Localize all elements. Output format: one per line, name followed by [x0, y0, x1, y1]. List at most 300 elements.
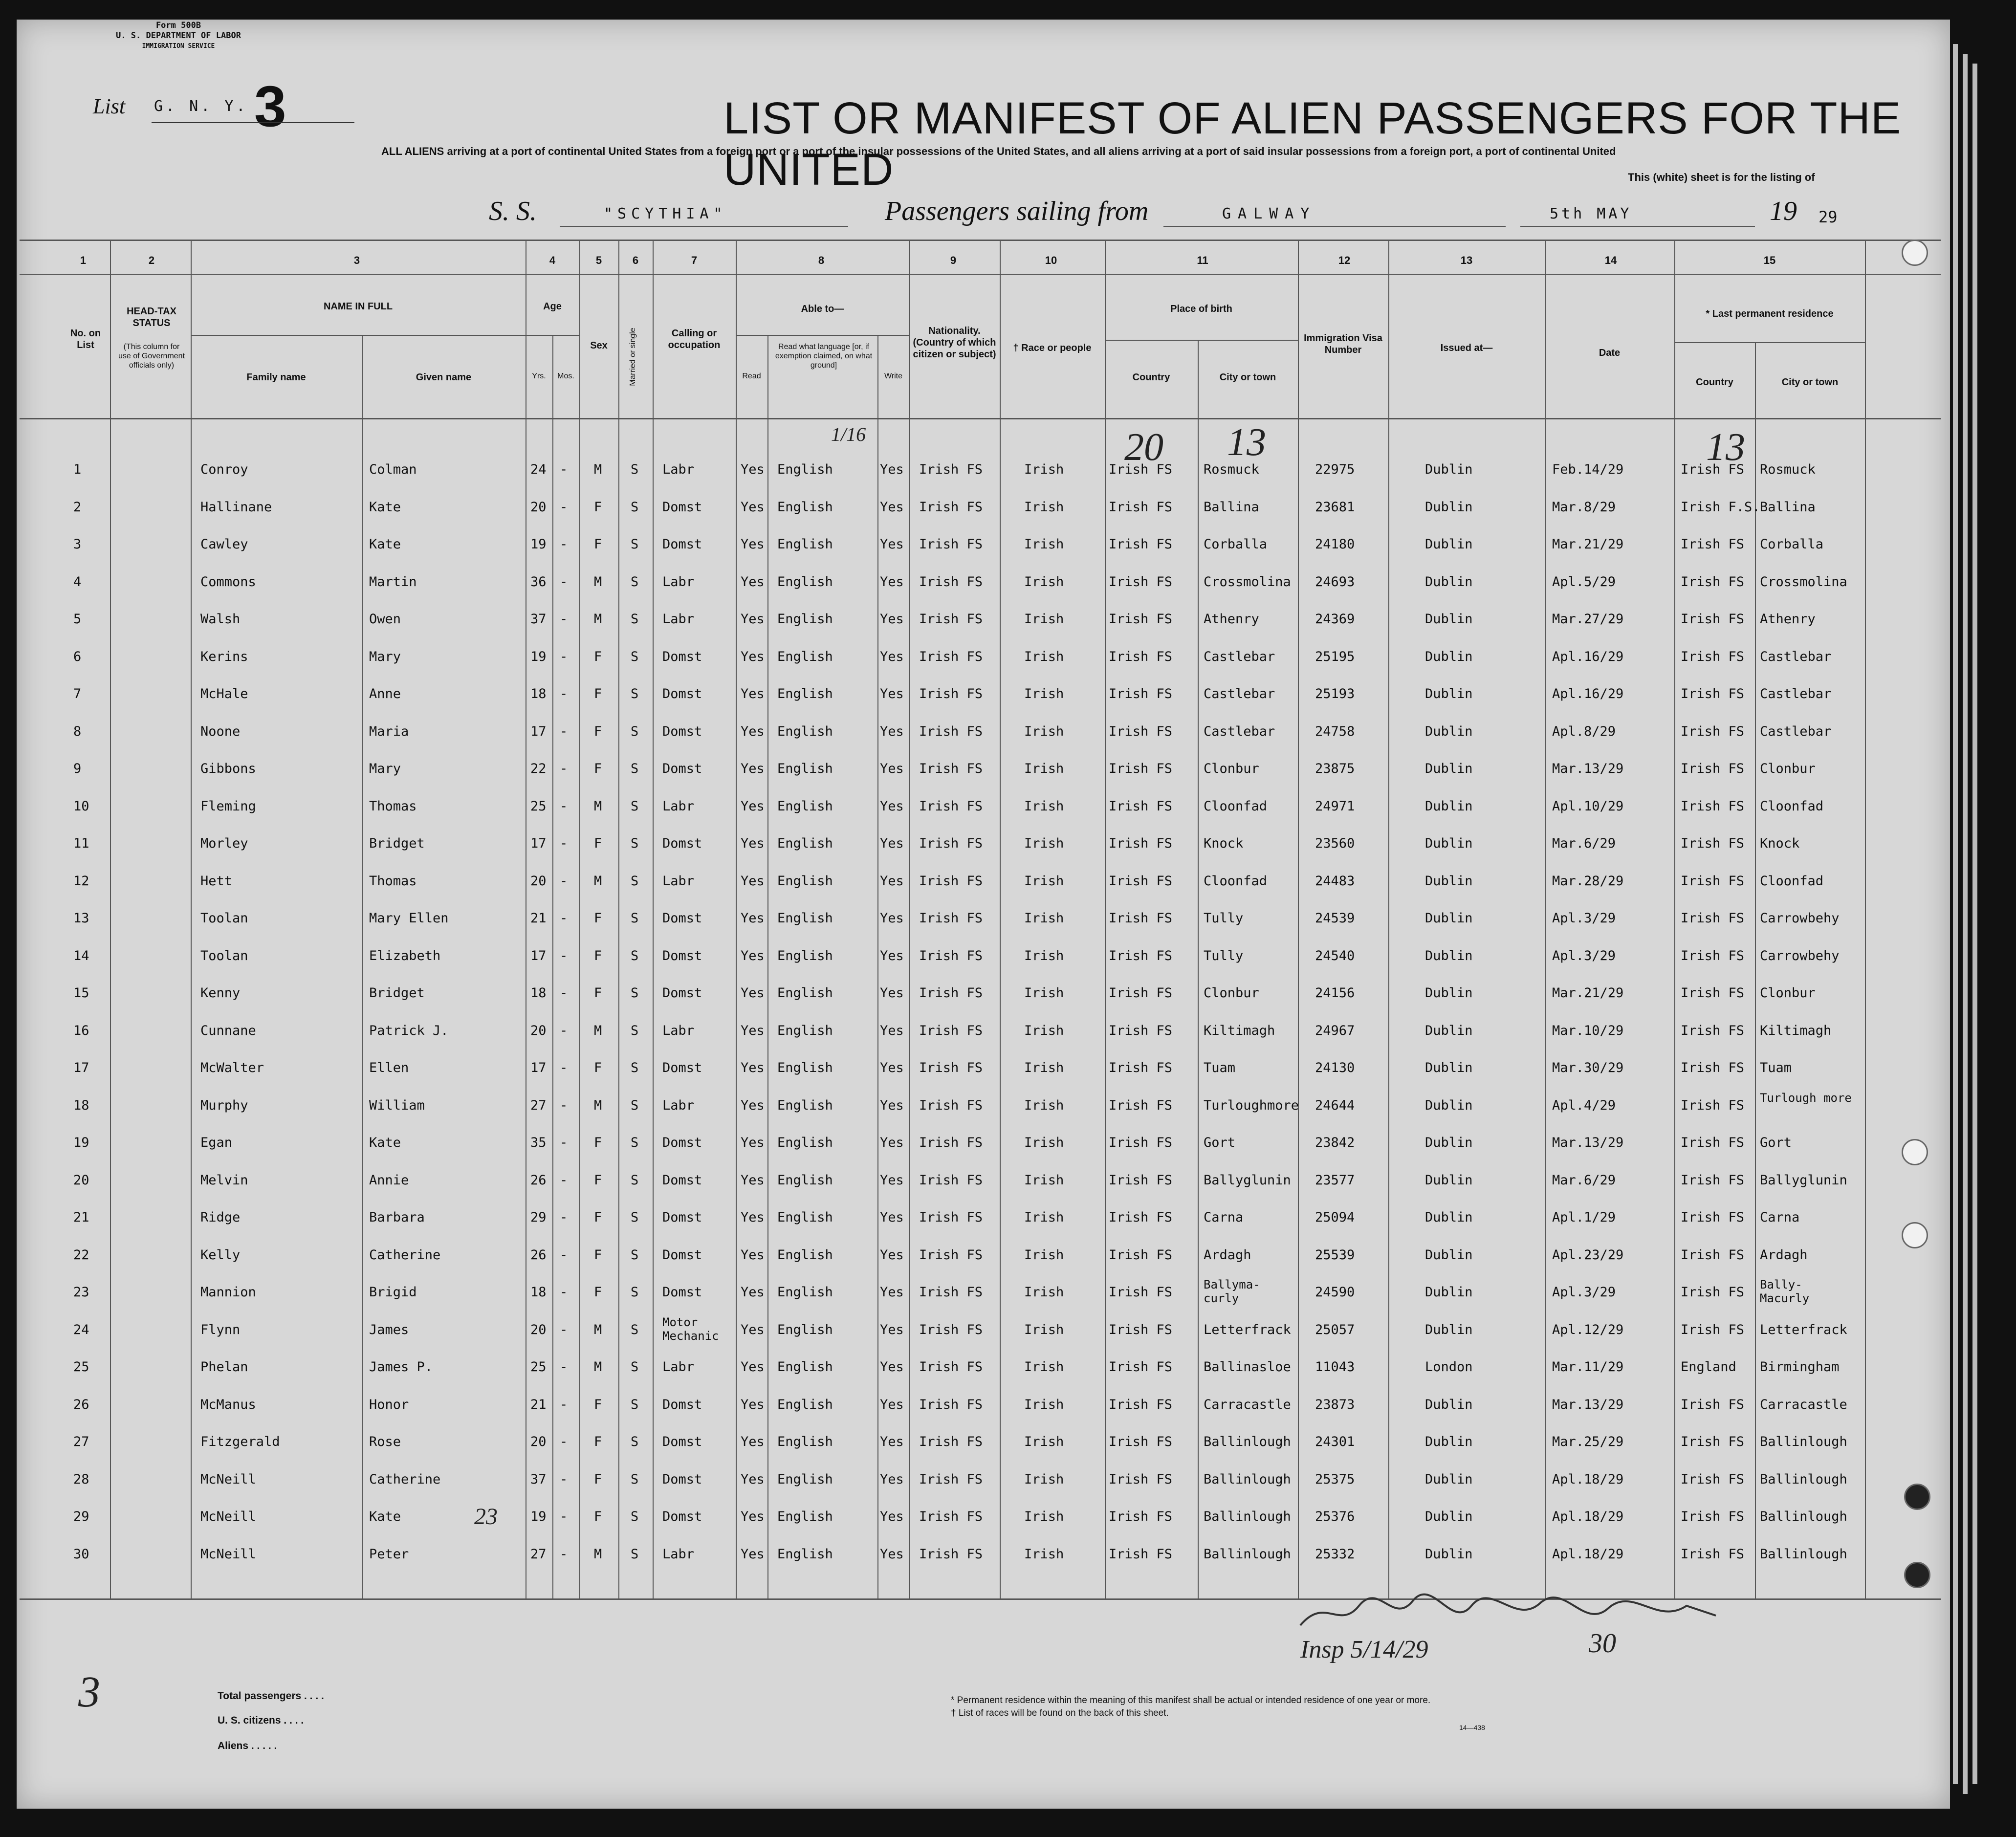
- passenger-family: Murphy: [200, 1098, 248, 1113]
- column-number: 14: [1604, 254, 1617, 266]
- passenger-rcity: Crossmolina: [1760, 574, 1847, 590]
- passenger-rcity: Athenry: [1760, 612, 1816, 627]
- passenger-bcity: Cloonfad: [1204, 799, 1268, 814]
- port-underline: [1163, 226, 1506, 227]
- passenger-bcity: Corballa: [1204, 537, 1268, 552]
- passenger-visa: 23577: [1315, 1173, 1355, 1188]
- passenger-nat: Irish FS: [919, 1098, 983, 1113]
- passenger-read: Yes: [741, 1434, 765, 1449]
- passenger-yrs: 17: [530, 1060, 547, 1075]
- column-divider: [1388, 240, 1389, 1598]
- passenger-rcountry: Irish FS: [1681, 537, 1745, 552]
- handwritten-corner-note: 3: [78, 1668, 100, 1716]
- passenger-sex: F: [594, 649, 602, 664]
- passenger-mos: -: [560, 500, 568, 515]
- passenger-race: Irish: [1024, 1547, 1064, 1562]
- us-citizens-label: U. S. citizens . . . .: [218, 1715, 304, 1726]
- passenger-bcountry: Irish FS: [1109, 1434, 1173, 1449]
- footnote-residence: * Permanent residence within the meaning of this manifest shall be actual or intended residence of one year or more.: [951, 1695, 1431, 1706]
- residence-subheader-rule: [1674, 342, 1865, 343]
- punch-hole: [1904, 1562, 1930, 1588]
- passenger-lang: English: [777, 836, 833, 851]
- passenger-no: 21: [73, 1210, 89, 1225]
- column-number: 9: [950, 254, 957, 266]
- passenger-lang: English: [777, 1359, 833, 1375]
- passenger-visa: 23842: [1315, 1135, 1355, 1150]
- passenger-ms: S: [631, 1359, 639, 1375]
- passenger-rcity: Knock: [1760, 836, 1800, 851]
- passenger-ms: S: [631, 1135, 639, 1150]
- passenger-yrs: 20: [530, 1434, 547, 1449]
- passenger-read: Yes: [741, 574, 765, 590]
- passenger-race: Irish: [1024, 1509, 1064, 1524]
- passenger-issued: Dublin: [1425, 1023, 1473, 1038]
- passenger-nat: Irish FS: [919, 911, 983, 926]
- passenger-visa: 24301: [1315, 1434, 1355, 1449]
- table-top-rule: [20, 240, 1941, 241]
- header-residence-city: City or town: [1781, 377, 1839, 388]
- passenger-family: McNeill: [200, 1509, 256, 1524]
- passenger-mos: -: [560, 761, 568, 776]
- passenger-given: Kate: [369, 500, 401, 515]
- passenger-lang: English: [777, 1285, 833, 1300]
- passenger-issued: Dublin: [1425, 574, 1473, 590]
- passenger-date: Mar.8/29: [1552, 500, 1616, 515]
- passenger-rcity: Bally- Macurly: [1760, 1278, 1810, 1305]
- passenger-sex: M: [594, 462, 602, 477]
- passenger-write: Yes: [880, 985, 904, 1001]
- passenger-race: Irish: [1024, 1210, 1064, 1225]
- passenger-bcountry: Irish FS: [1109, 836, 1173, 851]
- header-race: † Race or people: [1013, 343, 1092, 353]
- passenger-yrs: 18: [530, 686, 547, 701]
- name-subheader-rule: [191, 335, 526, 336]
- form-identifier: Form 500B U. S. DEPARTMENT OF LABOR IMMIGRATION SERVICE: [116, 21, 241, 50]
- passenger-date: Mar.27/29: [1552, 612, 1624, 627]
- passenger-lang: English: [777, 574, 833, 590]
- passenger-ms: S: [631, 1060, 639, 1075]
- passenger-visa: 25094: [1315, 1210, 1355, 1225]
- header-able-to: Able to—: [801, 304, 844, 314]
- manifest-title: LIST OR MANIFEST OF ALIEN PASSENGERS FOR THE UNITED: [723, 93, 1902, 195]
- passenger-ms: S: [631, 1210, 639, 1225]
- passenger-read: Yes: [741, 799, 765, 814]
- passenger-nat: Irish FS: [919, 1322, 983, 1337]
- passenger-no: 10: [73, 799, 89, 814]
- passenger-given: Barbara: [369, 1210, 425, 1225]
- passenger-no: 2: [73, 500, 82, 515]
- passenger-ms: S: [631, 1397, 639, 1412]
- passenger-no: 3: [73, 537, 82, 552]
- passenger-yrs: 22: [530, 761, 547, 776]
- passenger-given: Bridget: [369, 836, 425, 851]
- passenger-issued: Dublin: [1425, 799, 1473, 814]
- passenger-mos: -: [560, 1359, 568, 1375]
- passenger-visa: 24156: [1315, 985, 1355, 1001]
- passenger-race: Irish: [1024, 1472, 1064, 1487]
- passenger-read: Yes: [741, 1135, 765, 1150]
- passenger-rcountry: Irish FS: [1681, 686, 1745, 701]
- passenger-read: Yes: [741, 911, 765, 926]
- passenger-mos: -: [560, 1397, 568, 1412]
- passenger-race: Irish: [1024, 1359, 1064, 1375]
- passenger-nat: Irish FS: [919, 761, 983, 776]
- passenger-yrs: 20: [530, 874, 547, 889]
- passenger-given: Martin: [369, 574, 417, 590]
- passenger-rcountry: Irish FS: [1681, 911, 1745, 926]
- handwritten-count: 13: [1706, 426, 1745, 469]
- passenger-write: Yes: [880, 1173, 904, 1188]
- passenger-rcity: Rosmuck: [1760, 462, 1816, 477]
- passenger-write: Yes: [880, 1434, 904, 1449]
- ship-label: S. S.: [489, 196, 537, 226]
- passenger-race: Irish: [1024, 911, 1064, 926]
- passenger-ms: S: [631, 500, 639, 515]
- passenger-lang: English: [777, 1434, 833, 1449]
- column-number: 11: [1197, 254, 1208, 266]
- passenger-read: Yes: [741, 1397, 765, 1412]
- passenger-no: 13: [73, 911, 89, 926]
- passenger-rcity: Ballinlough: [1760, 1547, 1847, 1562]
- passenger-family: Phelan: [200, 1359, 248, 1375]
- header-no-on-list: No. on List: [70, 328, 101, 350]
- form-code: 14—438: [1459, 1724, 1485, 1731]
- passenger-lang: English: [777, 911, 833, 926]
- passenger-nat: Irish FS: [919, 1023, 983, 1038]
- passenger-no: 11: [73, 836, 89, 851]
- passenger-read: Yes: [741, 686, 765, 701]
- passenger-occ: Labr: [662, 612, 695, 627]
- passenger-lang: English: [777, 1322, 833, 1337]
- passenger-bcountry: Irish FS: [1109, 1210, 1173, 1225]
- passenger-rcity: Ballinlough: [1760, 1472, 1847, 1487]
- passenger-date: Apl.18/29: [1552, 1547, 1624, 1562]
- passenger-ms: S: [631, 537, 639, 552]
- passenger-occ: Labr: [662, 1023, 695, 1038]
- passenger-no: 5: [73, 612, 82, 627]
- passenger-nat: Irish FS: [919, 985, 983, 1001]
- passenger-mos: -: [560, 1023, 568, 1038]
- passenger-ms: S: [631, 649, 639, 664]
- passenger-given: Catherine: [369, 1247, 441, 1263]
- aliens-label: Aliens . . . . .: [218, 1740, 277, 1751]
- passenger-date: Apl.3/29: [1552, 948, 1616, 963]
- passenger-issued: Dublin: [1425, 1285, 1473, 1300]
- passenger-nat: Irish FS: [919, 1247, 983, 1263]
- passenger-race: Irish: [1024, 1285, 1064, 1300]
- passenger-lang: English: [777, 1210, 833, 1225]
- passenger-race: Irish: [1024, 761, 1064, 776]
- passenger-issued: Dublin: [1425, 761, 1473, 776]
- passenger-visa: 24758: [1315, 724, 1355, 739]
- passenger-yrs: 37: [530, 612, 547, 627]
- passenger-race: Irish: [1024, 948, 1064, 963]
- passenger-no: 24: [73, 1322, 89, 1337]
- column-divider: [653, 240, 654, 1598]
- passenger-bcountry: Irish FS: [1109, 1023, 1173, 1038]
- ship-name: "SCYTHIA": [604, 205, 727, 222]
- passenger-sex: F: [594, 1060, 602, 1075]
- passenger-yrs: 18: [530, 1285, 547, 1300]
- passenger-issued: Dublin: [1425, 911, 1473, 926]
- passenger-nat: Irish FS: [919, 574, 983, 590]
- passenger-bcountry: Irish FS: [1109, 1098, 1173, 1113]
- passenger-occ: Labr: [662, 1359, 695, 1375]
- header-given-name: Given name: [416, 372, 472, 383]
- passenger-race: Irish: [1024, 1434, 1064, 1449]
- passenger-issued: Dublin: [1425, 1434, 1473, 1449]
- passenger-read: Yes: [741, 649, 765, 664]
- passenger-rcountry: Irish FS: [1681, 1098, 1745, 1113]
- passenger-given: Annie: [369, 1173, 409, 1188]
- passenger-rcountry: Irish FS: [1681, 836, 1745, 851]
- passenger-race: Irish: [1024, 686, 1064, 701]
- passenger-given: Ellen: [369, 1060, 409, 1075]
- page-edge: [1972, 64, 1977, 1784]
- passenger-family: Gibbons: [200, 761, 256, 776]
- passenger-date: Mar.21/29: [1552, 537, 1624, 552]
- column-divider: [1865, 240, 1866, 1598]
- passenger-write: Yes: [880, 462, 904, 477]
- passenger-bcity: Clonbur: [1204, 761, 1259, 776]
- passenger-mos: -: [560, 1098, 568, 1113]
- passenger-ms: S: [631, 1434, 639, 1449]
- passenger-given: Colman: [369, 462, 417, 477]
- passenger-mos: -: [560, 836, 568, 851]
- passenger-date: Mar.13/29: [1552, 1397, 1624, 1412]
- passenger-date: Mar.13/29: [1552, 1135, 1624, 1150]
- header-issued-at: Issued at—: [1440, 343, 1493, 353]
- passenger-bcountry: Irish FS: [1109, 1247, 1173, 1263]
- passenger-rcountry: Irish FS: [1681, 1547, 1745, 1562]
- passenger-write: Yes: [880, 1060, 904, 1075]
- passenger-rcity: Carrowbehy: [1760, 948, 1840, 963]
- passenger-read: Yes: [741, 1173, 765, 1188]
- year-value: 29: [1819, 208, 1838, 226]
- passenger-given: James P.: [369, 1359, 433, 1375]
- passenger-sex: F: [594, 537, 602, 552]
- passenger-lang: English: [777, 462, 833, 477]
- passenger-write: Yes: [880, 1472, 904, 1487]
- passenger-write: Yes: [880, 799, 904, 814]
- header-bottom-rule: [20, 418, 1941, 419]
- passenger-no: 15: [73, 985, 89, 1001]
- passenger-visa: 22975: [1315, 462, 1355, 477]
- passenger-date: Mar.28/29: [1552, 874, 1624, 889]
- passenger-given: Kate: [369, 1509, 401, 1524]
- inspection-note: Insp 5/14/29: [1300, 1636, 1428, 1663]
- passenger-bcity: Castlebar: [1204, 649, 1275, 664]
- passenger-lang: English: [777, 649, 833, 664]
- passenger-visa: 24590: [1315, 1285, 1355, 1300]
- passenger-no: 30: [73, 1547, 89, 1562]
- passenger-rcountry: Irish FS: [1681, 462, 1745, 477]
- passenger-race: Irish: [1024, 1098, 1064, 1113]
- passenger-issued: Dublin: [1425, 836, 1473, 851]
- passenger-nat: Irish FS: [919, 1359, 983, 1375]
- column-divider: [362, 335, 363, 1598]
- passenger-date: Apl.4/29: [1552, 1098, 1616, 1113]
- passenger-given: Peter: [369, 1547, 409, 1562]
- passenger-ms: S: [631, 1023, 639, 1038]
- passenger-yrs: 19: [530, 649, 547, 664]
- passenger-bcountry: Irish FS: [1109, 649, 1173, 664]
- passenger-sex: F: [594, 1247, 602, 1263]
- passenger-family: Conroy: [200, 462, 248, 477]
- passenger-ms: S: [631, 1285, 639, 1300]
- passenger-write: Yes: [880, 1285, 904, 1300]
- passenger-sex: M: [594, 1547, 602, 1562]
- passenger-rcity: Corballa: [1760, 537, 1824, 552]
- passenger-read: Yes: [741, 1472, 765, 1487]
- passenger-write: Yes: [880, 1135, 904, 1150]
- header-read-language: Read what language [or, if exemption claimed, on what ground]: [775, 343, 873, 370]
- sailing-label: Passengers sailing from: [885, 196, 1149, 226]
- passenger-occ: Domst: [662, 686, 702, 701]
- passenger-bcity: Letterfrack: [1204, 1322, 1291, 1337]
- birth-subheader-rule: [1105, 340, 1298, 341]
- passenger-mos: -: [560, 1285, 568, 1300]
- passenger-occ: Motor Mechanic: [662, 1315, 719, 1343]
- passenger-rcity: Kiltimagh: [1760, 1023, 1832, 1038]
- passenger-sex: M: [594, 612, 602, 627]
- passenger-write: Yes: [880, 1322, 904, 1337]
- passenger-date: Apl.10/29: [1552, 799, 1624, 814]
- passenger-nat: Irish FS: [919, 1434, 983, 1449]
- passenger-issued: Dublin: [1425, 1135, 1473, 1150]
- passenger-no: 12: [73, 874, 89, 889]
- passenger-rcity: Carracastle: [1760, 1397, 1847, 1412]
- passenger-bcity: Ballyglunin: [1204, 1173, 1291, 1188]
- passenger-bcountry: Irish FS: [1109, 948, 1173, 963]
- column-divider: [552, 335, 553, 1598]
- column-divider: [1298, 240, 1299, 1598]
- passenger-ms: S: [631, 985, 639, 1001]
- column-divider: [579, 240, 580, 1598]
- passenger-issued: Dublin: [1425, 1098, 1473, 1113]
- passenger-date: Apl.18/29: [1552, 1472, 1624, 1487]
- passenger-ms: S: [631, 1098, 639, 1113]
- passenger-nat: Irish FS: [919, 686, 983, 701]
- passenger-yrs: 25: [530, 799, 547, 814]
- column-number: 12: [1338, 254, 1351, 266]
- list-underline: [152, 122, 354, 123]
- passenger-lang: English: [777, 1547, 833, 1562]
- passenger-rcity: Castlebar: [1760, 724, 1832, 739]
- passenger-sex: F: [594, 1135, 602, 1150]
- passenger-race: Irish: [1024, 1247, 1064, 1263]
- passenger-given: William: [369, 1098, 425, 1113]
- page-edge: [1953, 44, 1958, 1784]
- passenger-sex: M: [594, 1098, 602, 1113]
- passenger-bcountry: Irish FS: [1109, 1173, 1173, 1188]
- passenger-given: Mary: [369, 761, 401, 776]
- passenger-read: Yes: [741, 985, 765, 1001]
- passenger-mos: -: [560, 985, 568, 1001]
- passenger-given: Thomas: [369, 874, 417, 889]
- passenger-date: Apl.3/29: [1552, 1285, 1616, 1300]
- passenger-given: Rose: [369, 1434, 401, 1449]
- passenger-date: Mar.10/29: [1552, 1023, 1624, 1038]
- passenger-rcity: Ballyglunin: [1760, 1173, 1847, 1188]
- passenger-rcountry: Irish FS: [1681, 1472, 1745, 1487]
- passenger-lang: English: [777, 1397, 833, 1412]
- passenger-lang: English: [777, 985, 833, 1001]
- passenger-rcountry: Irish FS: [1681, 874, 1745, 889]
- passenger-yrs: 35: [530, 1135, 547, 1150]
- passenger-issued: Dublin: [1425, 1397, 1473, 1412]
- passenger-rcountry: Irish FS: [1681, 724, 1745, 739]
- passenger-issued: Dublin: [1425, 649, 1473, 664]
- passenger-lang: English: [777, 612, 833, 627]
- passenger-family: Mannion: [200, 1285, 256, 1300]
- passenger-bcity: Ballinlough: [1204, 1509, 1291, 1524]
- passenger-issued: Dublin: [1425, 1472, 1473, 1487]
- passenger-lang: English: [777, 948, 833, 963]
- passenger-family: McManus: [200, 1397, 256, 1412]
- passenger-race: Irish: [1024, 1060, 1064, 1075]
- passenger-nat: Irish FS: [919, 537, 983, 552]
- passenger-occ: Domst: [662, 1173, 702, 1188]
- passenger-ms: S: [631, 1509, 639, 1524]
- passenger-visa: 25332: [1315, 1547, 1355, 1562]
- passenger-write: Yes: [880, 1098, 904, 1113]
- passenger-yrs: 20: [530, 1322, 547, 1337]
- passenger-yrs: 26: [530, 1247, 547, 1263]
- passenger-family: Fleming: [200, 799, 256, 814]
- passenger-rcountry: Irish FS: [1681, 1210, 1745, 1225]
- passenger-race: Irish: [1024, 1135, 1064, 1150]
- passenger-issued: Dublin: [1425, 1210, 1473, 1225]
- header-age: Age: [543, 301, 562, 312]
- passenger-family: Kerins: [200, 649, 248, 664]
- header-place-of-birth: Place of birth: [1170, 304, 1232, 314]
- passenger-rcity: Turlough more: [1760, 1091, 1852, 1105]
- passenger-sex: M: [594, 574, 602, 590]
- passenger-nat: Irish FS: [919, 799, 983, 814]
- passenger-nat: Irish FS: [919, 612, 983, 627]
- passenger-read: Yes: [741, 1098, 765, 1113]
- passenger-bcity: Ardagh: [1204, 1247, 1251, 1263]
- column-divider: [1755, 342, 1756, 1598]
- passenger-yrs: 19: [530, 537, 547, 552]
- passenger-family: Egan: [200, 1135, 233, 1150]
- passenger-visa: 24539: [1315, 911, 1355, 926]
- passenger-family: Fitzgerald: [200, 1434, 280, 1449]
- passenger-occ: Labr: [662, 1098, 695, 1113]
- passenger-family: Hett: [200, 874, 233, 889]
- passenger-lang: English: [777, 724, 833, 739]
- passenger-race: Irish: [1024, 1322, 1064, 1337]
- passenger-write: Yes: [880, 574, 904, 590]
- passenger-bcountry: Irish FS: [1109, 612, 1173, 627]
- passenger-ms: S: [631, 799, 639, 814]
- passenger-nat: Irish FS: [919, 1285, 983, 1300]
- passenger-bcity: Tully: [1204, 948, 1244, 963]
- passenger-read: Yes: [741, 874, 765, 889]
- passenger-sex: F: [594, 1472, 602, 1487]
- passenger-read: Yes: [741, 1023, 765, 1038]
- column-number: 10: [1045, 254, 1057, 266]
- passenger-yrs: 21: [530, 911, 547, 926]
- passenger-race: Irish: [1024, 799, 1064, 814]
- passenger-rcity: Clonbur: [1760, 761, 1816, 776]
- passenger-mos: -: [560, 874, 568, 889]
- header-read: Read: [742, 372, 761, 380]
- passenger-issued: Dublin: [1425, 1060, 1473, 1075]
- passenger-occ: Domst: [662, 1060, 702, 1075]
- passenger-rcountry: Irish F.S.: [1681, 500, 1760, 515]
